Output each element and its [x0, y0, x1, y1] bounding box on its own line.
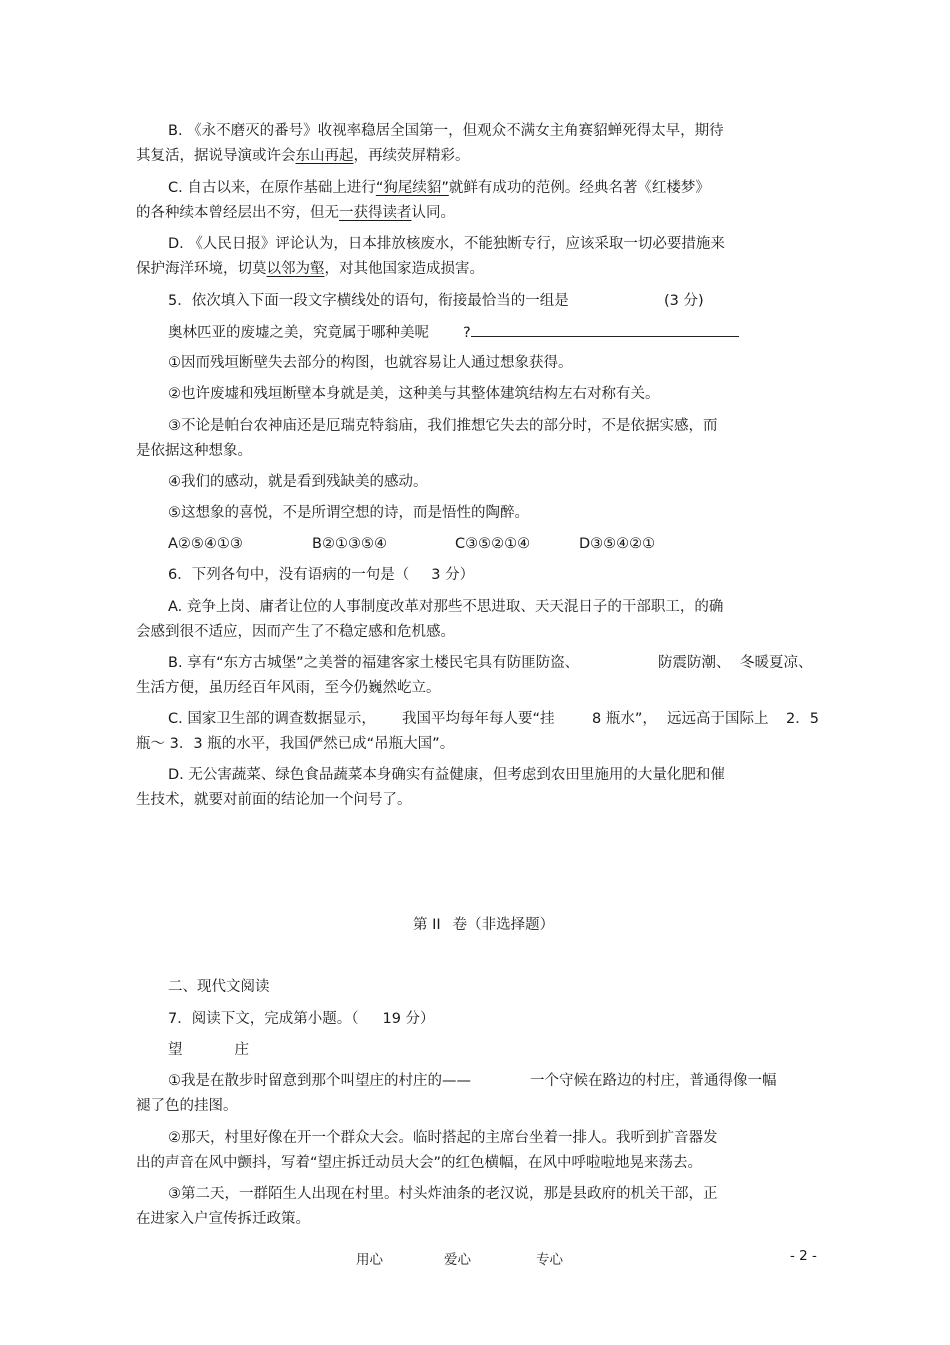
essay-p2-line1: ②那天，村里好像在开一个群众大会。临时搭起的主席台坐着一排人。我听到扩音器发: [168, 1130, 718, 1146]
q4-option-b-line2: 其复活，据说导演或许会东山再起，再续荧屏精彩。: [136, 148, 470, 164]
page-number: - 2 -: [790, 1248, 817, 1264]
q6-stem: 6．下列各句中，没有语病的一句是（ 3 分）: [168, 567, 475, 583]
footer-word-1: 用心: [356, 1252, 383, 1268]
q5-sentence-1: ①因而残垣断壁失去部分的构图，也就容易让人通过想象获得。: [168, 355, 573, 371]
q5-sentence-3-line2: 是依据这种想象。: [136, 443, 252, 459]
q6-option-c-line1d: 远远高于国际上: [667, 711, 769, 727]
q5-stem: 5．依次填入下面一段文字横线处的语句，衔接最恰当的一组是: [168, 293, 569, 309]
q4-option-d-line1: D. 《人民日报》评论认为，日本排放核废水，不能独断专行，应该采取一切必要措施来: [168, 236, 725, 252]
q5-choice-a: A②⑤④①③: [168, 536, 243, 552]
essay-p2-line2: 出的声音在风中颤抖，写着“望庄拆迁动员大会”的红色横幅，在风中呼啦啦地晃来荡去。: [136, 1155, 703, 1171]
q5-choice-b: B②①③⑤④: [312, 536, 387, 552]
q4-option-c-line1: C. 自古以来，在原作基础上进行“狗尾续貂”就鲜有成功的范例。经典名著《红楼梦》: [168, 180, 710, 196]
q4-option-b-line1: B. 《永不磨灭的番号》收视率稳居全国第一，但观众不满女主角赛貂蝉死得太早，期待: [168, 123, 724, 139]
q6-option-c-line1e: 2．5: [786, 711, 819, 727]
essay-p1-line2: 褪了色的挂图。: [136, 1098, 238, 1114]
q5-points: (3 分): [664, 293, 704, 309]
essay-p1-line1a: ①我是在散步时留意到那个叫望庄的村庄的——: [168, 1073, 471, 1089]
q7-stem: 7．阅读下文，完成第小题。（ 19 分）: [168, 1011, 435, 1027]
q6-option-c-line1a: C. 国家卫生部的调查数据显示，: [168, 711, 376, 727]
q6-option-c-line2: 瓶～ 3．3 瓶的水平，我国俨然已成“吊瓶大国”。: [136, 736, 455, 752]
footer-word-3: 专心: [536, 1252, 563, 1268]
essay-title: 望 庄: [168, 1042, 249, 1058]
q5-prompt: 奥林匹亚的废墟之美，究竟属于哪种美呢 ?: [168, 322, 739, 343]
q5-sentence-5: ⑤这想象的喜悦，不是所谓空想的诗，而是悟性的陶醉。: [168, 505, 529, 521]
q6-option-a-line2: 会感到很不适应，因而产生了不稳定感和危机感。: [136, 624, 455, 640]
underlined-idiom: 东山再起: [295, 148, 354, 164]
q6-option-c-line1c: 8 瓶水”，: [592, 711, 657, 727]
q5-sentence-3-line1: ③不论是帕台农神庙还是厄瑞克特翁庙，我们推想它失去的部分时，不是依据实感，而: [168, 418, 718, 434]
q6-option-c-line1b: 我国平均每年每人要“挂: [402, 711, 555, 727]
q5-choice-c: C③⑤②①④: [455, 536, 531, 552]
underlined-phrase: 一获得读者: [339, 205, 412, 221]
q6-option-d-line2: 生技术，就要对前面的结论加一个问号了。: [136, 792, 412, 808]
footer-word-2: 爱心: [444, 1252, 471, 1268]
q5-sentence-4: ④我们的感动，就是看到残缺美的感动。: [168, 474, 428, 490]
q6-option-d-line1: D. 无公害蔬菜、绿色食品蔬菜本身确实有益健康，但考虑到农田里施用的大量化肥和催: [168, 767, 725, 783]
q5-choice-d: D③⑤④②①: [579, 536, 656, 552]
q6-option-a-line1: A. 竞争上岗、庸者让位的人事制度改革对那些不思进取、天天混日子的干部职工，的确: [168, 599, 724, 615]
essay-p1-line1b: 一个守候在路边的村庄，普通得像一幅: [530, 1073, 777, 1089]
essay-p3-line1: ③第二天，一群陌生人出现在村里。村头炸油条的老汉说，那是县政府的机关干部，正: [168, 1186, 718, 1202]
q6-option-b-line1a: B. 享有“东方古城堡”之美誉的福建客家土楼民宅具有防匪防盗、: [168, 655, 580, 671]
q5-sentence-2: ②也许废墟和残垣断壁本身就是美，这种美与其整体建筑结构左右对称有关。: [168, 386, 660, 402]
q6-option-b-line1c: 冬暖夏凉、: [740, 655, 813, 671]
q6-option-b-line1b: 防震防潮、: [658, 655, 731, 671]
q4-option-d-line2: 保护海洋环境，切莫以邻为壑，对其他国家造成损害。: [136, 261, 484, 277]
underlined-idiom: “狗尾续貂”: [375, 180, 449, 196]
section-heading: 二、现代文阅读: [168, 979, 270, 995]
underlined-idiom: 以邻为壑: [266, 261, 325, 277]
q6-option-b-line2: 生活方便，虽历经百年风雨，至今仍巍然屹立。: [136, 680, 441, 696]
answer-blank: [471, 322, 739, 337]
q4-option-c-line2: 的各种续本曾经层出不穷，但无一获得读者认同。: [136, 205, 455, 221]
essay-p3-line2: 在进家入户宣传拆迁政策。: [136, 1211, 310, 1227]
section-title: 第 II 卷（非选择题）: [413, 917, 555, 933]
